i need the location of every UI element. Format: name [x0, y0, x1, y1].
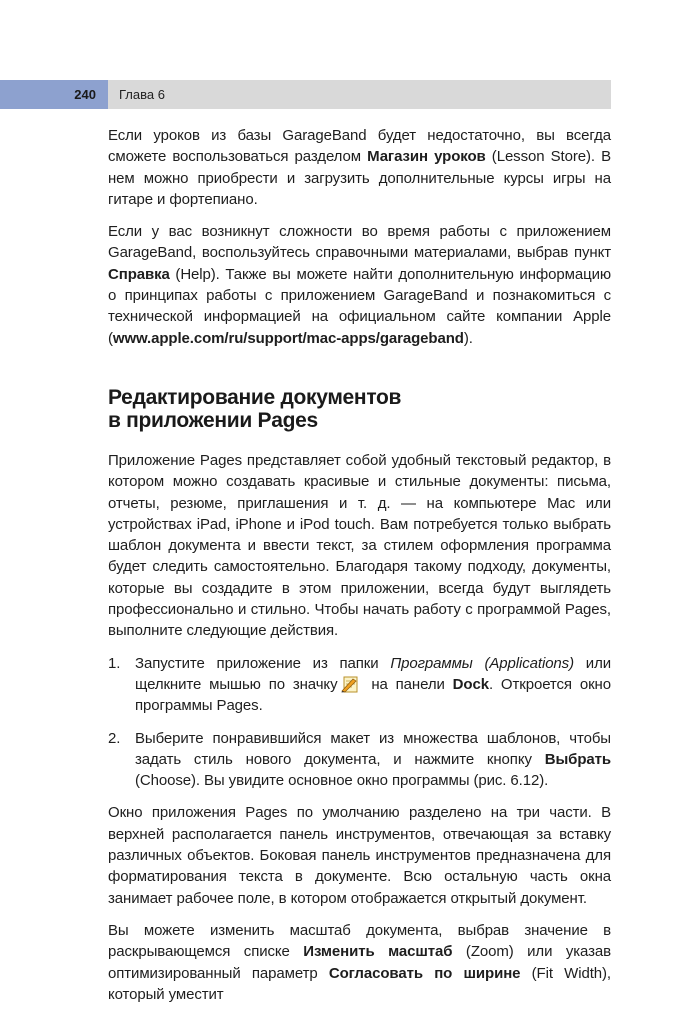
term-choose: Выбрать: [544, 750, 611, 768]
page-content: [108, 125, 611, 1016]
term-lesson-store: Магазин уроков: [367, 148, 486, 166]
paragraph-zoom: Вы можете изменить масштаб документа, выбрав значение в раскрывающемся списке Изменить масштаб (Zoom) или указав оптимизированный параметр Согласовать по ширине (Fit Width), который уместит: [108, 921, 611, 1003]
term-help: Справка: [108, 265, 170, 283]
list-item: 2. Выберите понравившийся макет из множества шаблонов, чтобы задать стиль нового документа, и нажмите кнопку Выбрать (Choose). Вы увидите основное окно программы (рис. 6.12).: [108, 729, 611, 790]
paragraph-lesson-store: Если уроков из базы GarageBand будет недостаточно, вы всегда сможете воспользоваться разделом Магазин уроков (Lesson Store). В нем можно приобрести и загрузить дополнительные курсы игры на гитаре и фортепиано.: [108, 127, 611, 208]
list-item: 1. Запустите приложение из папки Программы (Applications) или щелкните мышью по значку на панели Dock. Откроется окно программы Pages.: [108, 654, 611, 715]
paragraph-help: Если у вас возникнут сложности во время работы с приложением GarageBand, воспользуйтесь справочными материалами, выбрав пункт Справка (Help). Также вы можете найти дополнительную информацию о принципах работы с приложением GarageBand и познакомиться с технической информацией на официальном сайте компании Apple (www.apple.com/ru/support/mac-apps/garageband).: [108, 223, 611, 347]
support-url: www.apple.com/ru/support/mac-apps/garageband: [112, 329, 464, 347]
pages-app-icon: [340, 676, 360, 693]
steps-list: [108, 653, 611, 792]
chapter-label: Глава 6: [119, 87, 165, 102]
list-number: 2.: [108, 729, 121, 747]
term-applications: Программы (Applications): [390, 654, 574, 672]
paragraph-pages-intro: Приложение Pages представляет собой удобный текстовый редактор, в котором можно создавать красивые и стильные документы: письма, отчеты, резюме, приглашения и т. д. — на компьютере Mac или устройствах iPad, iPhone и iPod touch. Вам потребуется только выбрать шаблон документа и ввести текст, за стилем оформления программа будет следить самостоятельно. Благодаря такому подходу, документы, которые вы создадите в этом приложении, всегда будут выглядеть профессионально и стильно. Чтобы начать работу с программой Pages, выполните следующие действия.: [108, 451, 611, 640]
term-dock: Dock: [452, 675, 489, 693]
section-heading: Редактирование документов в приложении Pages: [108, 385, 402, 432]
paragraph-window-parts: Окно приложения Pages по умолчанию разделено на три части. В верхней располагается панель инструментов, отвечающая за вставку различных объектов. Боковая панель инструментов предназначена для форматирования текста в документе. Всю остальную часть окна занимает рабочее поле, в котором отображается открытый документ.: [108, 804, 611, 907]
running-header: [0, 80, 611, 109]
term-fit-width: Согласовать по ширине: [328, 964, 521, 982]
term-zoom: Изменить масштаб: [303, 943, 453, 961]
page-number: 240: [0, 80, 108, 109]
list-number: 1.: [108, 654, 121, 672]
